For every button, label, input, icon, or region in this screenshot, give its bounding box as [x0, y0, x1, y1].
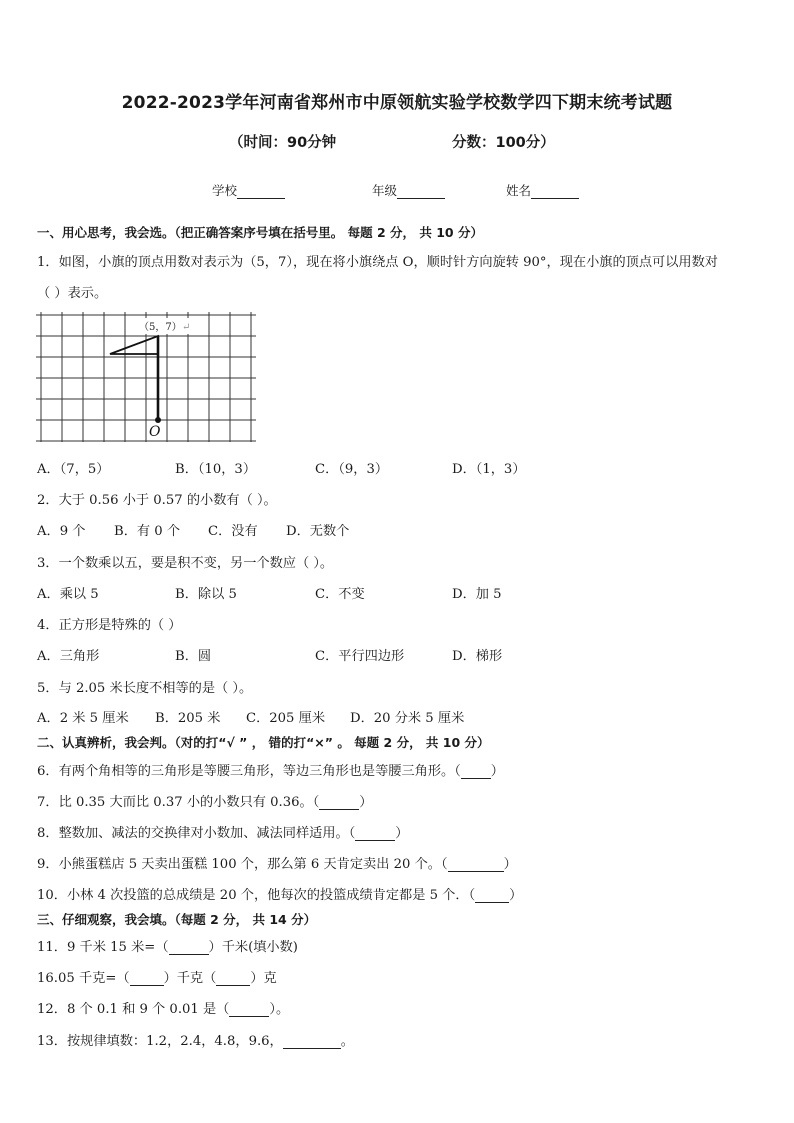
q11b-text-c: ）克	[250, 971, 277, 986]
origin-label: O	[149, 424, 161, 440]
q10-answer-blank[interactable]	[475, 889, 509, 903]
q11b-answer-blank-1[interactable]	[130, 972, 164, 986]
q5-option-a: A．2 米 5 厘米	[37, 711, 129, 726]
q11b-text-a: 16.05 千克=（	[37, 971, 130, 986]
exam-score: 分数：100分）	[452, 135, 555, 151]
q4-option-d: D．梯形	[452, 649, 503, 664]
q7-row	[37, 791, 372, 810]
q7-text: 7．比 0.35 大而比 0.37 小的小数只有 0.36。（	[37, 795, 320, 810]
school-blank	[237, 185, 285, 199]
q11-row	[37, 936, 298, 955]
q12-row	[37, 998, 289, 1017]
q9-row	[37, 853, 517, 872]
q1-grid-figure	[36, 312, 256, 442]
name-field	[506, 181, 579, 199]
exam-time: （时间：90分钟	[229, 135, 337, 151]
q2-option-a: A．9 个	[37, 524, 86, 539]
exam-title: 2022-2023学年河南省郑州市中原领航实验学校数学四下期末统考试题	[121, 93, 673, 113]
q4-option-b: B．圆	[175, 649, 212, 664]
q5-option-b: B．205 米	[155, 711, 221, 726]
q12-text-b: ）。	[269, 1002, 290, 1017]
q3-text: 3．一个数乘以五，要是积不变，另一个数应（ ）。	[37, 556, 334, 571]
q5-option-c: C．205 厘米	[246, 711, 326, 726]
q1-line2: （ ）表示。	[37, 286, 108, 301]
point-label: （5，7）	[139, 322, 182, 333]
q13-row	[37, 1030, 354, 1049]
q9-close: ）	[503, 857, 517, 872]
q13-text-a: 13．按规律填数：1.2，2.4，4.8，9.6，	[37, 1034, 283, 1049]
q2-option-c: C．没有	[208, 524, 258, 539]
q5-text: 5．与 2.05 米长度不相等的是（ ）。	[37, 681, 253, 696]
q8-row	[37, 822, 408, 841]
q1-option-d: D．（1，3）	[452, 462, 526, 477]
q2-option-b: B．有 0 个	[114, 524, 181, 539]
q8-answer-blank[interactable]	[355, 827, 395, 841]
q10-close: ）	[509, 888, 523, 903]
q6-row	[37, 760, 504, 779]
q10-row	[37, 884, 522, 903]
q11b-answer-blank-2[interactable]	[216, 972, 250, 986]
q3-option-a: A．乘以 5	[37, 587, 99, 602]
q9-text: 9．小熊蛋糕店 5 天卖出蛋糕 100 个，那么第 6 天肯定卖出 20 个。（	[37, 857, 448, 872]
q13-answer-blank[interactable]	[283, 1035, 341, 1049]
q11b-row	[37, 967, 277, 986]
grade-field	[372, 181, 445, 199]
q1-line1: 1．如图，小旗的顶点用数对表示为（5，7），现在将小旗绕点 O，顺时针方向旋转 90°，现在小旗的顶点可以用数对	[37, 255, 718, 270]
q7-answer-blank[interactable]	[319, 796, 359, 810]
q1-option-c: C．（9，3）	[315, 462, 389, 477]
q11-text-a: 11．9 千米 15 米=（	[37, 940, 169, 955]
school-label: 学校	[212, 183, 238, 198]
q8-close: ）	[395, 826, 409, 841]
q4-option-c: C．平行四边形	[315, 649, 405, 664]
q10-text: 10．小林 4 次投篮的总成绩是 20 个，他每次的投篮成绩肯定都是 5 个．（	[37, 888, 476, 903]
q6-answer-blank[interactable]	[461, 765, 491, 779]
section1-heading: 一、用心思考，我会选。（把正确答案序号填在括号里。 每题 2 分， 共 10 分）	[37, 225, 483, 240]
q3-option-d: D．加 5	[452, 587, 502, 602]
section2-heading: 二、认真辨析，我会判。（对的打“√ ” ， 错的打“×” 。 每题 2 分， 共 10 分）	[37, 735, 490, 750]
school-field	[212, 181, 285, 199]
origin-point	[155, 417, 161, 423]
q11-text-b: ）千米(填小数)	[208, 940, 298, 955]
q12-text-a: 12．8 个 0.1 和 9 个 0.01 是（	[37, 1002, 230, 1017]
q4-text: 4．正方形是特殊的（ ）	[37, 618, 182, 633]
q1-option-b: B．（10，3）	[175, 462, 257, 477]
q11b-text-b: ）千克（	[163, 971, 217, 986]
q4-option-a: A．三角形	[37, 649, 100, 664]
q3-option-b: B．除以 5	[175, 587, 237, 602]
grade-blank	[397, 185, 445, 199]
q6-close: ）	[490, 764, 504, 779]
section3-heading: 三、仔细观察，我会填。（每题 2 分， 共 14 分）	[37, 912, 317, 927]
return-mark: ↵	[182, 322, 191, 333]
q2-text: 2．大于 0.56 小于 0.57 的小数有（ ）。	[37, 493, 277, 508]
q1-option-a: A．（7，5）	[37, 462, 110, 477]
name-blank	[531, 185, 579, 199]
q12-answer-blank[interactable]	[229, 1003, 269, 1017]
q3-option-c: C．不变	[315, 587, 365, 602]
q2-option-d: D．无数个	[286, 524, 350, 539]
flag-shape	[110, 336, 161, 423]
q7-close: ）	[359, 795, 373, 810]
q11-answer-blank[interactable]	[169, 941, 209, 955]
q8-text: 8．整数加、减法的交换律对小数加、减法同样适用。（	[37, 826, 356, 841]
q5-option-d: D．20 分米 5 厘米	[350, 711, 465, 726]
q9-answer-blank[interactable]	[448, 858, 504, 872]
grade-label: 年级	[372, 183, 398, 198]
q13-text-b: 。	[340, 1034, 354, 1049]
q6-text: 6．有两个角相等的三角形是等腰三角形，等边三角形也是等腰三角形。（	[37, 764, 461, 779]
name-label: 姓名	[506, 183, 532, 198]
